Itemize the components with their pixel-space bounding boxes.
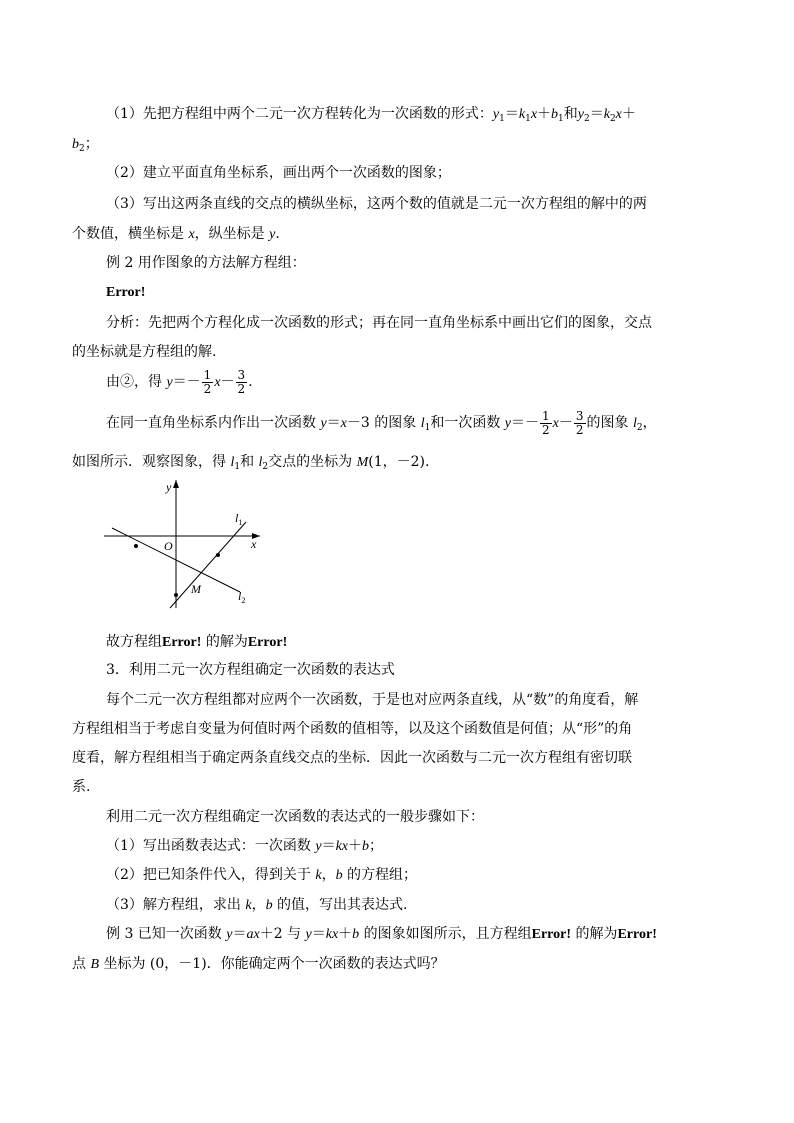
error-field: Error! bbox=[106, 285, 146, 300]
fraction-three-halves: $\frac{3}{2}$ bbox=[575, 408, 584, 437]
step-2-line: （2）建立平面直角坐标系，画出两个一次函数的图象； bbox=[106, 165, 451, 181]
step-3-line: （3）写出这两条直线的交点的横纵坐标，这两个数的值就是二元一次方程组的解中的两 bbox=[106, 196, 647, 212]
y-axis-label: y bbox=[166, 480, 172, 494]
paragraph-line-1: 每个二元一次方程组都对应两个一次函数，于是也对应两条直线，从“数”的角度看，解 bbox=[106, 692, 639, 708]
point-y-intercept bbox=[174, 593, 178, 597]
origin-label: O bbox=[164, 539, 173, 553]
x-axis-label: x bbox=[251, 537, 257, 551]
example-3-line: 例 3 已知一次函数 y＝ax＋2 与 y＝kx＋b 的图象如图所示，且方程组Error! 的解为Error! bbox=[106, 926, 657, 942]
section-3-heading: 3．利用二元一次方程组确定一次函数的表达式 bbox=[106, 662, 395, 678]
point-on-l1 bbox=[216, 553, 220, 557]
derived-equation: 由②，得 y＝－ $\frac{1}{2}$ x－ $\frac{3}{2}$ . bbox=[106, 367, 253, 396]
paragraph-line-3: 度看，解方程组相当于确定两条直线交点的坐标．因此一次函数与二元一次方程组有密切联 bbox=[72, 750, 632, 766]
step-1-line: （1）先把方程组中两个二元一次方程转化为一次函数的形式：$y_1=k_1x+b_1$和$y_2=k_2x+$ bbox=[106, 106, 636, 124]
y-axis-arrow bbox=[173, 480, 179, 488]
step-3-continued: 个数值，横坐标是 x，纵坐标是 y. bbox=[72, 226, 280, 242]
step-write-expression: （1）写出函数表达式：一次函数 y＝kx＋b； bbox=[106, 838, 384, 854]
draw-line: 在同一直角坐标系内作出一次函数 y＝x－3 的图象 $l_1$和一次函数 y＝－ $\frac{1}{2}$ x－ $\frac{3}{2}$ 的图象 $l_2$， bbox=[106, 408, 657, 437]
point-on-l2 bbox=[134, 544, 138, 548]
analysis-line: 分析：先把两个方程化成一次函数的形式；再在同一直角坐标系中画出它们的图象，交点 bbox=[106, 315, 652, 331]
fraction-three-halves: $\frac{3}{2}$ bbox=[237, 367, 246, 396]
solution-line: 故方程组Error! 的解为Error! bbox=[106, 634, 288, 650]
step-solve: （3）解方程组，求出 k，b 的值，写出其表达式. bbox=[106, 897, 408, 913]
fraction-one-half: $\frac{1}{2}$ bbox=[203, 367, 212, 396]
observation-line: 如图所示．观察图象，得 $l_1$和 $l_2$交点的坐标为 M(1，－2). bbox=[72, 454, 430, 472]
l2-label: $l_2$ bbox=[238, 589, 246, 605]
point-m-label: M bbox=[191, 582, 201, 596]
fraction-one-half: $\frac{1}{2}$ bbox=[542, 408, 550, 437]
step-1-continued: $b_2$； bbox=[72, 136, 99, 154]
paragraph-line-2: 方程组相当于考虑自变量为何值时两个函数的值相等，以及这个函数值是何值；从“形”的角 bbox=[72, 721, 633, 737]
analysis-continued: 的坐标就是方程组的解. bbox=[72, 344, 217, 360]
coordinate-graph bbox=[100, 476, 270, 614]
step-substitute: （2）把已知条件代入，得到关于 k，b 的方程组； bbox=[106, 867, 418, 883]
example-3-continued: 点 B 坐标为 (0，－1)．你能确定两个一次函数的表达式吗？ bbox=[72, 956, 445, 972]
l1-label: $l_1$ bbox=[235, 511, 243, 527]
line-l1 bbox=[170, 522, 246, 608]
example-2-heading: 例 2 用作图象的方法解方程组： bbox=[106, 255, 306, 271]
steps-intro: 利用二元一次方程组确定一次函数的表达式的一般步骤如下： bbox=[106, 809, 484, 825]
paragraph-line-4: 系. bbox=[72, 779, 91, 795]
